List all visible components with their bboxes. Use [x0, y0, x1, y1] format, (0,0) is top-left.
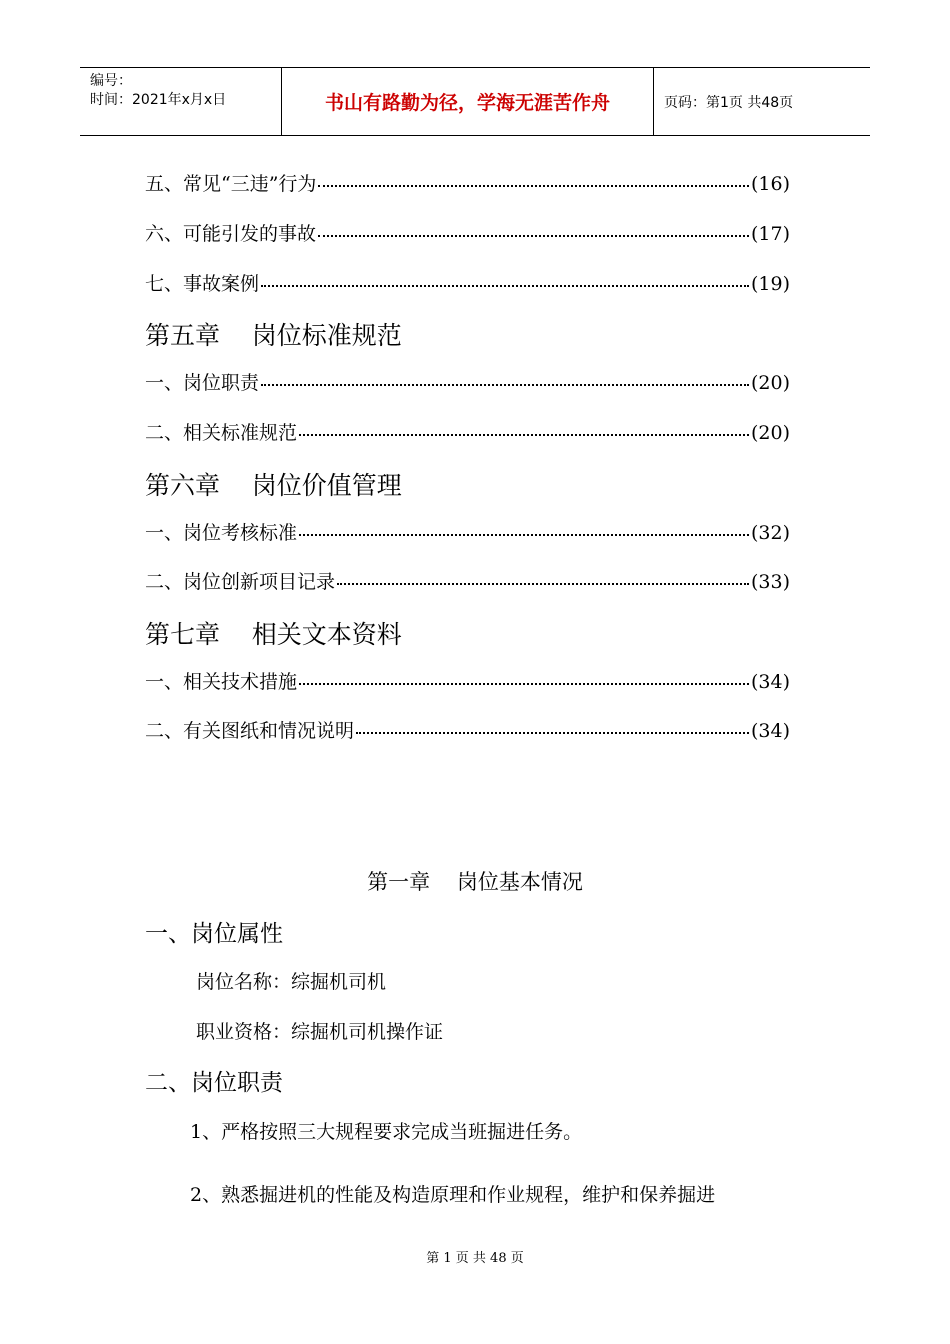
number-label: 编号：	[90, 73, 132, 89]
toc-chapter-heading: 第五章 岗位标准规范	[145, 321, 402, 350]
qualification-text: 职业资格：综掘机司机操作证	[196, 1021, 444, 1043]
position-name-text: 岗位名称：综掘机司机	[196, 971, 387, 993]
toc-entry	[145, 716, 790, 746]
page-footer: 第 1 页 共 48 页	[426, 1251, 524, 1266]
toc-chapter-heading: 第六章 岗位价值管理	[145, 471, 402, 500]
toc-entry-page: (20)	[750, 372, 790, 394]
page-header	[80, 67, 870, 136]
section-heading: 一、岗位属性	[145, 921, 283, 947]
toc-entry-page: (34)	[750, 720, 790, 742]
toc-entry-page: (20)	[750, 422, 790, 444]
toc-entry-page: (33)	[750, 571, 790, 593]
toc-leader-dots	[318, 185, 749, 187]
toc-leader-dots	[337, 583, 749, 585]
toc-leader-dots	[299, 434, 749, 436]
toc-entry-page: (32)	[750, 522, 790, 544]
time-label: 时间：2021年x月x日	[90, 92, 227, 108]
toc-chapter-heading: 第七章 相关文本资料	[145, 620, 402, 649]
toc-entry-page: (17)	[750, 223, 790, 245]
toc-entry	[145, 219, 790, 249]
toc-entry	[145, 169, 790, 199]
toc-leader-dots	[261, 285, 749, 287]
header-motto: 书山有路勤为径，学海无涯苦作舟	[282, 68, 654, 135]
toc-entry	[145, 567, 790, 597]
toc-entry-label: 二、岗位创新项目记录	[145, 571, 336, 593]
toc-entry	[145, 368, 790, 398]
toc-entry-label: 一、相关技术措施	[145, 671, 298, 693]
duty-item: 2、熟悉掘进机的性能及构造原理和作业规程，维护和保养掘进	[190, 1184, 716, 1206]
header-page-info: 页码：第1页 共48页	[664, 94, 794, 111]
toc-leader-dots	[356, 732, 749, 734]
toc-entry-label: 二、有关图纸和情况说明	[145, 720, 355, 742]
toc-entry-page: (16)	[750, 173, 790, 195]
toc-entry	[145, 418, 790, 448]
toc-leader-dots	[299, 534, 749, 536]
header-meta	[80, 68, 282, 135]
toc-entry-label: 五、常见“三违”行为	[145, 173, 317, 195]
toc-leader-dots	[299, 683, 749, 685]
toc-leader-dots	[261, 384, 749, 386]
toc-entry-page: (34)	[750, 671, 790, 693]
toc-entry-page: (19)	[750, 273, 790, 295]
toc-entry	[145, 269, 790, 299]
toc-entry-label: 七、事故案例	[145, 273, 260, 295]
toc-leader-dots	[318, 235, 749, 237]
section-heading: 二、岗位职责	[145, 1070, 283, 1096]
toc-entry	[145, 667, 790, 697]
toc-entry-label: 二、相关标准规范	[145, 422, 298, 444]
toc-entry-label: 一、岗位职责	[145, 372, 260, 394]
toc-entry	[145, 518, 790, 548]
toc-entry-label: 一、岗位考核标准	[145, 522, 298, 544]
chapter-title: 第一章 岗位基本情况	[367, 870, 583, 894]
toc-entry-label: 六、可能引发的事故	[145, 223, 317, 245]
duty-item: 1、严格按照三大规程要求完成当班掘进任务。	[190, 1121, 583, 1143]
